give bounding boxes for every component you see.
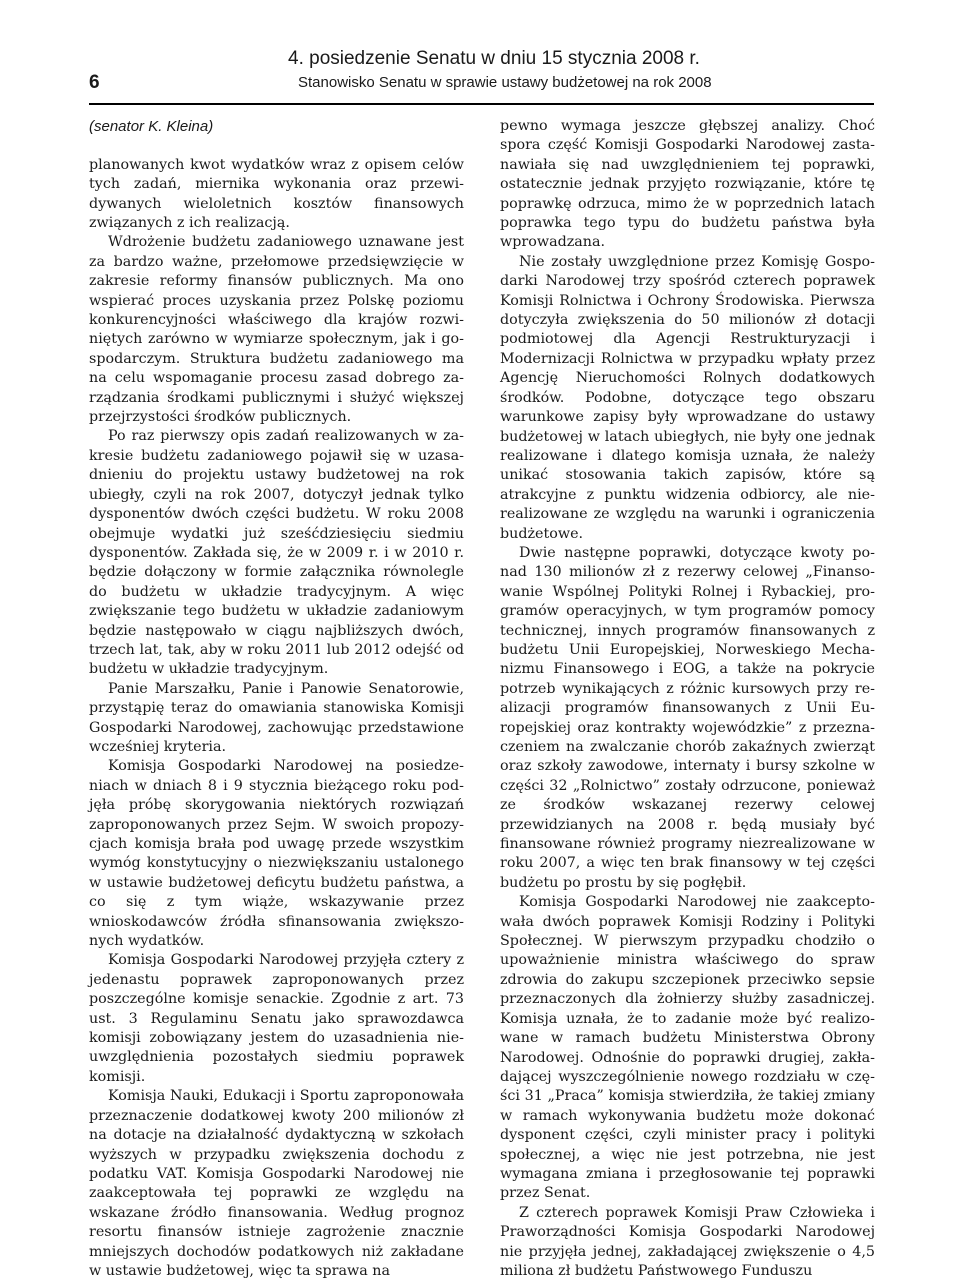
paragraph: Z czterech poprawek Komisji Praw Człowieka i Praworządności Komisja Gospodarki Narodowej nie przyjęła jednej, zakładającej zwiększenie o 4,5 miliona zł budżetu Państwowego Funduszu [500, 1204, 875, 1279]
paragraph: Komisja Gospodarki Narodowej przyjęła cztery z jedenastu poprawek zaproponowanych przez poszczególne komisje senackie. Zgodnie z art. 73 ust. 3 Regulaminu Senatu jako sprawozdawca komisji zobowiązany jestem do uzasadnienia nieuwzględnienia pozostałych siedmiu poprawek komisji. [89, 952, 464, 1085]
paragraph: Komisja Gospodarki Narodowej na posiedzeniach w dniach 8 i 9 stycznia bieżącego roku podjęła próbę skorygowania niektórych rozwiązań zaproponowanych przez Sejm. W swoich propozycjach komisja brała pod uwagę przede wszystkim wymóg konstytucyjny o niezwiększaniu ustalonego w ustawie budżetowej deficytu budżetu państwa, a co się z tym wiąże, wskazywanie przez wnioskodawców źródła sfinansowania zwiększonych wydatków. [89, 758, 464, 950]
paragraph: pewno wymaga jeszcze głębszej analizy. Choć spora część Komisji Gospodarki Narodowej zastanawiała się nad uwzględnieniem tej poprawki, ostatecznie jednak przyjęto rozwiązanie, które tę poprawkę odrzuca, mimo że w poprzednich latach poprawka tego typu do budżetu państwa była wprowadzana. [500, 118, 875, 251]
paragraph: planowanych kwot wydatków wraz z opisem celów tych zadań, miernika wykonania oraz przewidywanych wieloletnich kosztów finansowych związanych z ich realizacją. [89, 156, 464, 232]
page-subtitle: Stanowisko Senatu w sprawie ustawy budżetowej na rok 2008 [298, 74, 712, 91]
page-header [0, 0, 960, 105]
paragraph: Komisja Gospodarki Narodowej nie zaakceptowała dwóch poprawek Komisji Rodziny i Polityki Społecznej. W pierwszym przypadku chodziło o upoważnienie ministra właściwego do spraw zdrowia do zakupu szczepionek przeciwko sepsie przeznaczonych dla żołnierzy służby zasadniczej. Komisja uznała, że to zadanie może być realizowane w ramach budżetu Ministerstwa Obrony Narodowej. Odnośnie do poprawki drugiej, zakładającej wyszczególnienie nowego rozdziału w części 31 „Praca” komisja stwierdziła, że takiej zmiany w ramach wykonywania budżetu może dokonać dysponent części, czyli minister pracy i polityki społecznej, a więc nie jest potrzebna, nie jest wymagana zmiana i przegłosowanie tej poprawki przez Senat. [500, 894, 875, 1202]
speaker-label: (senator K. Kleina) [89, 118, 214, 135]
left-column [89, 117, 464, 1281]
paragraph: Nie zostały uwzględnione przez Komisję Gospodarki Narodowej trzy spośród czterech poprawek Komisji Rolnictwa i Ochrony Środowiska. Pierwsza dotyczyła zwiększenia do 50 milionów zł dotacji podmiotowej dla Agencji Restrukturyzacji i Modernizacji Rolnictwa w przypadku wpłaty przez Agencję Nieruchomości Rolnych dodatkowych środków. Podobne, dotyczące tego obszaru warunkowe zapisy były wprowadzane do ustawy budżetowej w latach ubiegłych, nie były one jednak realizowane i dlatego komisja uznała, że należy unikać stosowania takich zapisów, które są atrakcyjne z punktu widzenia odbiorcy, ale nierealizowane ze względu na warunki i ograniczenia budżetowe. [500, 253, 875, 542]
paragraph: Komisja Nauki, Edukacji i Sportu zaproponowała przeznaczenie dodatkowej kwoty 200 milionów zł na dotacje na działalność dydaktyczną w szkołach wyższych w przypadku zwiększenia dochodu z podatku VAT. Komisja Gospodarki Narodowej nie zaakceptowała tej poprawki ze względu na wskazane źródło finansowania. Według prognoz resortu finansów istnieje zagrożenie znacznie mniejszych dochodów podatkowych niż zakładane w ustawie budżetowej, więc ta sprawa na [89, 1088, 464, 1279]
header-rule [89, 103, 874, 105]
paragraph: Panie Marszałku, Panie i Panowie Senatorowie, przystąpię teraz do omawiania stanowiska Komisji Gospodarki Narodowej, zachowując przedstawione wcześniej kryteria. [89, 680, 464, 755]
paragraph: Dwie następne poprawki, dotyczące kwoty ponad 130 milionów zł z rezerwy celowej „Finansowanie Wspólnej Polityki Rolnej i Rybackiej, programów operacyjnych, w tym programów pomocy technicznej, innych programów finansowanych z budżetu Unii Europejskiej, Norweskiego Mechanizmu Finansowego i EOG, a także na pokrycie potrzeb wynikających z różnic kursowych przy realizacji programów finansowanych z Unii Europejskiej oraz kontrakty wojewódzkie” z przeznaczeniem na zwalczanie chorób zakaźnych zwierząt oraz szkoły zawodowe, internaty i bursy szkolne w części 32 „Rolnictwo” zostały odrzucone, ponieważ ze środków wskazanej rezerwy celowej przewidzianych na 2008 r. będą musiały być finansowane również programy niezrealizowane w roku 2007, a więc ten brak finansowy w tej części budżetu po prostu by się pogłębił. [500, 544, 875, 891]
page-number: 6 [89, 72, 100, 93]
paragraph: Wdrożenie budżetu zadaniowego uznawane jest za bardzo ważne, przełomowe przedsięwzięcie w zakresie reformy finansów publicznych. Ma ono wspierać proces uzyskania przez Polskę poziomu konkurencyjności właściwego dla krajów rozwiniętych zarówno w wymiarze społecznym, jak i gospodarczym. Struktura budżetu zadaniowego ma na celu wspomaganie procesu zasad dobrego zarządzania środkami publicznymi i służyć większej przejrzystości środków publicznych. [89, 234, 464, 426]
paragraph: Po raz pierwszy opis zadań realizowanych w zakresie budżetu zadaniowego pojawił się w uzasadnieniu do projektu ustawy budżetowej na rok ubiegły, czyli na rok 2007, dotyczył jednak tylko dysponentów dwóch części budżetu. W roku 2008 obejmuje wydatki już sześćdziesięciu siedmiu dysponentów. Zakłada się, że w 2009 r. i w 2010 r. będzie dołączony w formie załącznika równolegle do budżetu w układzie tradycyjnym. A więc zwiększanie tego budżetu w układzie zadaniowym będzie następowało w ciągu najbliższych dwóch, trzech lat, tak, aby w roku 2011 lub 2012 odejść od budżetu w układzie tradycyjnym. [89, 428, 464, 678]
page-title: 4. posiedzenie Senatu w dniu 15 stycznia 2008 r. [288, 48, 700, 69]
right-column [500, 117, 875, 1281]
